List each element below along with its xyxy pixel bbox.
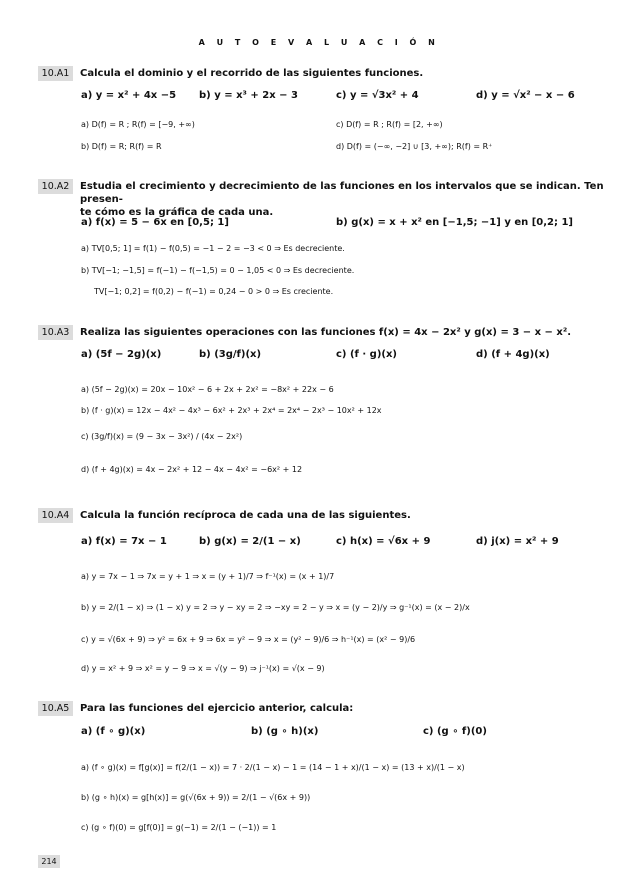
answer-a: a) (f ∘ g)(x) = f[g(x)] = f(2/(1 − x)) = 7 · 2/(1 − x) − 1 = (14 − 1 + x)/(1 − x) = (13 + x)/(1 − x)	[81, 763, 465, 772]
answer-d: d) y = x² + 9 ⇒ x² = y − 9 ⇒ x = √(y − 9) ⇒ j⁻¹(x) = √(x − 9)	[81, 664, 325, 673]
part-d: d) y = √x² − x − 6	[476, 90, 575, 101]
exercise-number: 10.A1	[38, 66, 73, 81]
part-c: c) h(x) = √6x + 9	[336, 536, 431, 547]
answer-d: d) D(f) = (−∞, −2] ∪ [3, +∞); R(f) = R⁺	[336, 142, 493, 151]
answer-c: c) (g ∘ f)(0) = g[f(0)] = g(−1) = 2/(1 − (−1)) = 1	[81, 823, 277, 832]
part-b: b) y = x³ + 2x − 3	[199, 90, 298, 101]
answer-c: c) y = √(6x + 9) ⇒ y² = 6x + 9 ⇒ 6x = y² − 9 ⇒ x = (y² − 9)/6 ⇒ h⁻¹(x) = (x² − 9)/6	[81, 635, 416, 644]
part-a: a) (f ∘ g)(x)	[81, 726, 146, 737]
exercise-statement: Calcula la función recíproca de cada una de las siguientes.	[80, 510, 411, 521]
exercise-number: 10.A4	[38, 508, 73, 523]
statement-line-2: te cómo es la gráfica de cada una.	[80, 207, 274, 218]
answer-b-2: TV[−1; 0,2] = f(0,2) − f(−1) = 0,24 − 0 > 0 ⇒ Es creciente.	[94, 287, 334, 296]
part-c: c) (f · g)(x)	[336, 349, 397, 360]
part-a: a) f(x) = 5 − 6x en [0,5; 1]	[81, 217, 229, 228]
answer-b: b) y = 2/(1 − x) ⇒ (1 − x) y = 2 ⇒ y − xy = 2 ⇒ −xy = 2 − y ⇒ x = (y − 2)/y ⇒ g⁻¹(x) = (x − 2)/x	[81, 603, 470, 612]
part-b: b) g(x) = 2/(1 − x)	[199, 536, 301, 547]
page-number: 214	[38, 855, 60, 868]
answer-d: d) (f + 4g)(x) = 4x − 2x² + 12 − 4x − 4x² = −6x² + 12	[81, 465, 303, 474]
exercise-number: 10.A2	[38, 179, 73, 194]
page-header: A U T O E V A L U A C I Ó N	[198, 38, 440, 47]
exercise-number: 10.A5	[38, 701, 73, 716]
part-a: a) y = x² + 4x −5	[81, 90, 177, 101]
part-b: b) (3g/f)(x)	[199, 349, 262, 360]
part-c: c) (g ∘ f)(0)	[423, 726, 487, 737]
exercise-statement: Calcula el dominio y el recorrido de las siguientes funciones.	[80, 68, 424, 79]
answer-c: c) D(f) = R ; R(f) = [2, +∞)	[336, 120, 443, 129]
exercise-number: 10.A3	[38, 325, 73, 340]
part-d: d) (f + 4g)(x)	[476, 349, 550, 360]
exercise-statement	[80, 180, 612, 219]
exercise-statement: Realiza las siguientes operaciones con las funciones f(x) = 4x − 2x² y g(x) = 3 − x − x².	[80, 327, 572, 338]
part-a: a) (5f − 2g)(x)	[81, 349, 162, 360]
part-d: d) j(x) = x² + 9	[476, 536, 559, 547]
answer-a: a) D(f) = R ; R(f) = [−9, +∞)	[81, 120, 195, 129]
part-a: a) f(x) = 7x − 1	[81, 536, 167, 547]
answer-b: b) (g ∘ h)(x) = g[h(x)] = g(√(6x + 9)) = 2/(1 − √(6x + 9))	[81, 793, 311, 802]
part-b: b) (g ∘ h)(x)	[251, 726, 319, 737]
answer-c: c) (3g/f)(x) = (9 − 3x − 3x²) / (4x − 2x²)	[81, 432, 243, 441]
answer-b: b) TV[−1; −1,5] = f(−1) − f(−1,5) = 0 − 1,05 < 0 ⇒ Es decreciente.	[81, 266, 355, 275]
answer-a: a) y = 7x − 1 ⇒ 7x = y + 1 ⇒ x = (y + 1)/7 ⇒ f⁻¹(x) = (x + 1)/7	[81, 572, 335, 581]
part-b: b) g(x) = x + x² en [−1,5; −1] y en [0,2; 1]	[336, 217, 573, 228]
exercise-statement: Para las funciones del ejercicio anterior, calcula:	[80, 703, 354, 714]
answer-b: b) (f · g)(x) = 12x − 4x² − 4x³ − 6x² + 2x³ + 2x⁴ = 2x⁴ − 2x³ − 10x² + 12x	[81, 406, 382, 415]
statement-line-1: Estudia el crecimiento y decrecimiento de las funciones en los intervalos que se indican. Ten presen-	[80, 181, 604, 205]
answer-a: a) (5f − 2g)(x) = 20x − 10x² − 6 + 2x + 2x² = −8x² + 22x − 6	[81, 385, 334, 394]
part-c: c) y = √3x² + 4	[336, 90, 419, 101]
answer-b: b) D(f) = R; R(f) = R	[81, 142, 162, 151]
answer-a: a) TV[0,5; 1] = f(1) − f(0,5) = −1 − 2 = −3 < 0 ⇒ Es decreciente.	[81, 244, 345, 253]
